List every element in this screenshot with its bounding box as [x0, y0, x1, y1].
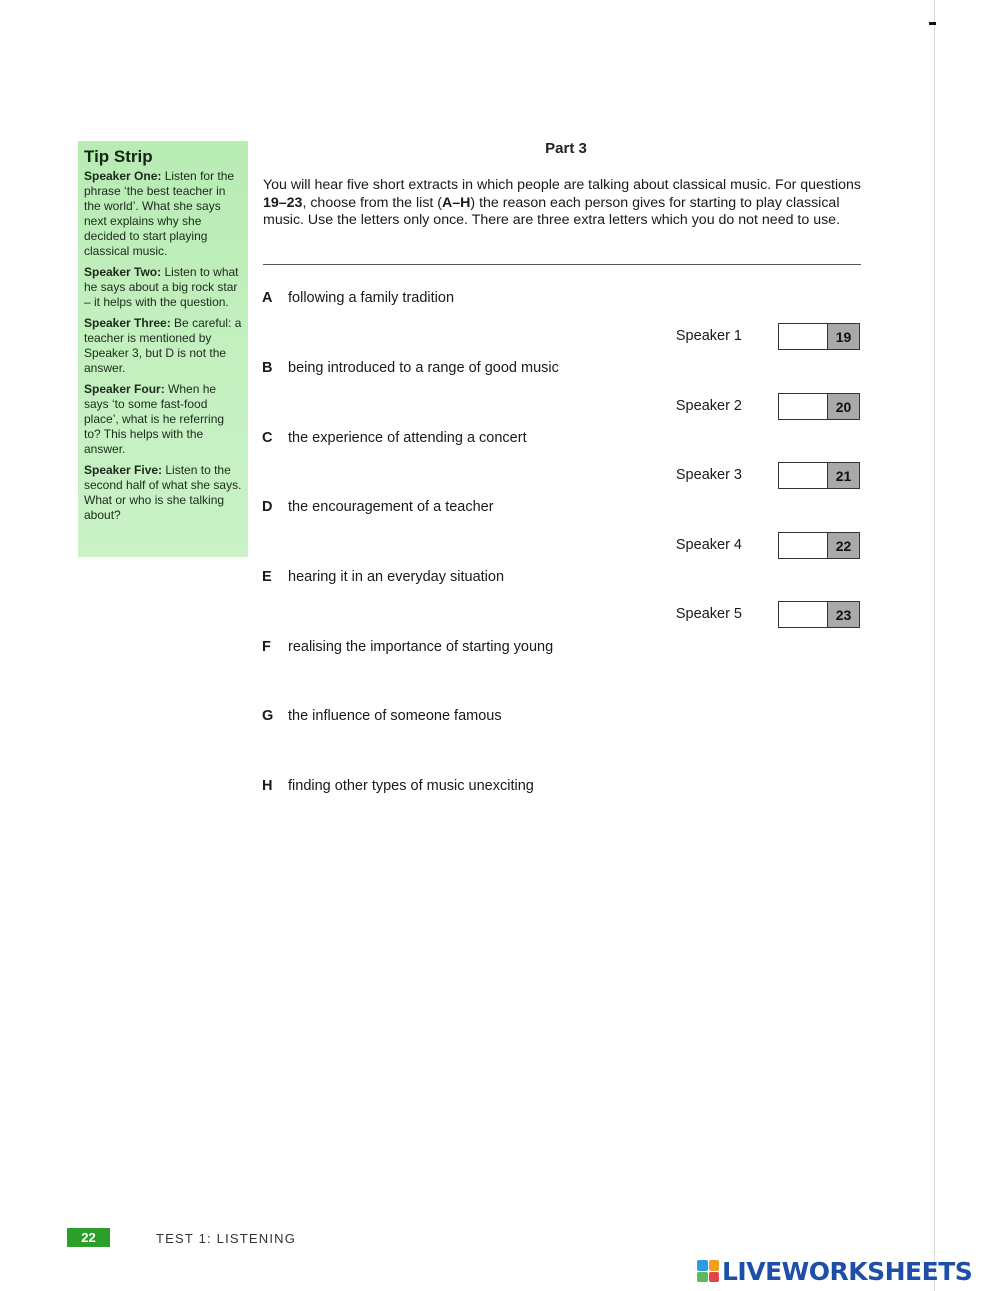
- logo-tile-green: [697, 1272, 708, 1283]
- tip-speaker-three: [84, 316, 242, 376]
- instructions-text-1: You will hear five short extracts in which people are talking about classical music. For questions: [263, 177, 862, 193]
- option-text: finding other types of music unexciting: [288, 778, 534, 794]
- speaker-row-2: [660, 393, 862, 421]
- answer-input-23[interactable]: [779, 602, 827, 627]
- tip-speaker-label: Speaker Four:: [84, 382, 165, 396]
- tip-speaker-four: [84, 382, 242, 457]
- page-edge-rule: [934, 0, 935, 1291]
- footer-section-title: TEST 1: LISTENING: [156, 1231, 297, 1246]
- logo-tile-orange: [709, 1260, 720, 1271]
- tip-speaker-label: Speaker Five:: [84, 463, 163, 477]
- logo-tile-blue: [697, 1260, 708, 1271]
- option-text: following a family tradition: [288, 290, 455, 306]
- option-g: [262, 708, 502, 724]
- tip-text: Be careful: a teacher is mentioned by Speaker 3, but D is not the answer.: [84, 316, 242, 375]
- answer-box: [778, 462, 860, 489]
- instructions-divider: [263, 264, 861, 265]
- speaker-label: Speaker 2: [675, 398, 742, 414]
- answer-box: [778, 532, 860, 559]
- option-h: [262, 778, 534, 794]
- instructions-text-3: ) the reason each person gives for starting to play classical music. Use the letters only once. There are three extra letters which you do not need to use.: [263, 194, 841, 228]
- answer-input-19[interactable]: [779, 324, 827, 349]
- question-number: 21: [827, 463, 859, 488]
- page-number-badge: 22: [67, 1228, 110, 1247]
- tip-speaker-one: [84, 169, 242, 259]
- question-range: 19–23: [263, 194, 303, 211]
- option-c: [262, 430, 527, 446]
- option-letter: B: [262, 360, 273, 376]
- answer-input-21[interactable]: [779, 463, 827, 488]
- option-text: hearing it in an everyday situation: [288, 569, 505, 585]
- tip-speaker-two: [84, 265, 242, 310]
- option-text: the experience of attending a concert: [288, 430, 527, 446]
- liveworksheets-logo[interactable]: [697, 1255, 972, 1287]
- speaker-label: Speaker 5: [675, 606, 742, 622]
- answer-input-22[interactable]: [779, 533, 827, 558]
- instructions-text-2: , choose from the list (: [302, 194, 443, 211]
- tip-text: Listen for the phrase ‘the best teacher in the world’. What she says next explains why she decided to start playing classical music.: [84, 169, 235, 258]
- tip-text: Listen to what he says about a big rock star – it helps with the question.: [84, 265, 239, 309]
- part-title: Part 3: [545, 140, 587, 157]
- option-text: being introduced to a range of good music: [288, 360, 559, 376]
- option-letter: C: [262, 430, 273, 446]
- tip-speaker-label: Speaker Two:: [84, 265, 162, 279]
- liveworksheets-logo-icon: [697, 1260, 719, 1282]
- answer-box: [778, 393, 860, 420]
- option-text: realising the importance of starting young: [288, 639, 554, 655]
- option-letter: E: [262, 569, 272, 585]
- option-letter: F: [262, 639, 271, 655]
- question-number: 20: [827, 394, 859, 419]
- speaker-label: Speaker 1: [675, 328, 742, 344]
- letter-range: A–H: [442, 194, 471, 211]
- option-text: the encouragement of a teacher: [288, 499, 494, 515]
- question-number: 19: [827, 324, 859, 349]
- speaker-label: Speaker 3: [675, 467, 742, 483]
- logo-tile-red: [709, 1272, 720, 1283]
- option-letter: D: [262, 499, 273, 515]
- option-e: [262, 569, 504, 585]
- option-letter: H: [262, 778, 273, 794]
- speaker-label: Speaker 4: [675, 537, 742, 553]
- tip-speaker-label: Speaker Three:: [84, 316, 171, 330]
- tip-speaker-five: [84, 463, 242, 523]
- speaker-row-4: [660, 532, 862, 560]
- tip-strip-title: Tip Strip: [84, 147, 153, 166]
- tip-text: When he says ‘to some fast-food place’, what is he referring to? This helps with the answer.: [84, 382, 225, 456]
- speaker-row-1: [660, 323, 862, 351]
- tip-speaker-label: Speaker One:: [84, 169, 162, 183]
- option-text: the influence of someone famous: [288, 708, 502, 724]
- answer-input-20[interactable]: [779, 394, 827, 419]
- option-f: [262, 639, 553, 655]
- corner-mark: [929, 22, 936, 25]
- option-d: [262, 499, 494, 515]
- tip-text: Listen to the second half of what she says. What or who is she talking about?: [84, 463, 242, 522]
- speaker-row-3: [660, 462, 862, 490]
- instructions: [263, 177, 863, 230]
- question-number: 22: [827, 533, 859, 558]
- answer-box: [778, 601, 860, 628]
- liveworksheets-logo-text: LIVEWORKSHEETS: [722, 1256, 973, 1286]
- answer-box: [778, 323, 860, 350]
- option-letter: G: [262, 708, 274, 724]
- option-b: [262, 360, 559, 376]
- question-number: 23: [827, 602, 859, 627]
- tip-strip: [78, 141, 248, 557]
- option-letter: A: [262, 290, 273, 306]
- option-a: [262, 290, 454, 306]
- speaker-row-5: [660, 601, 862, 629]
